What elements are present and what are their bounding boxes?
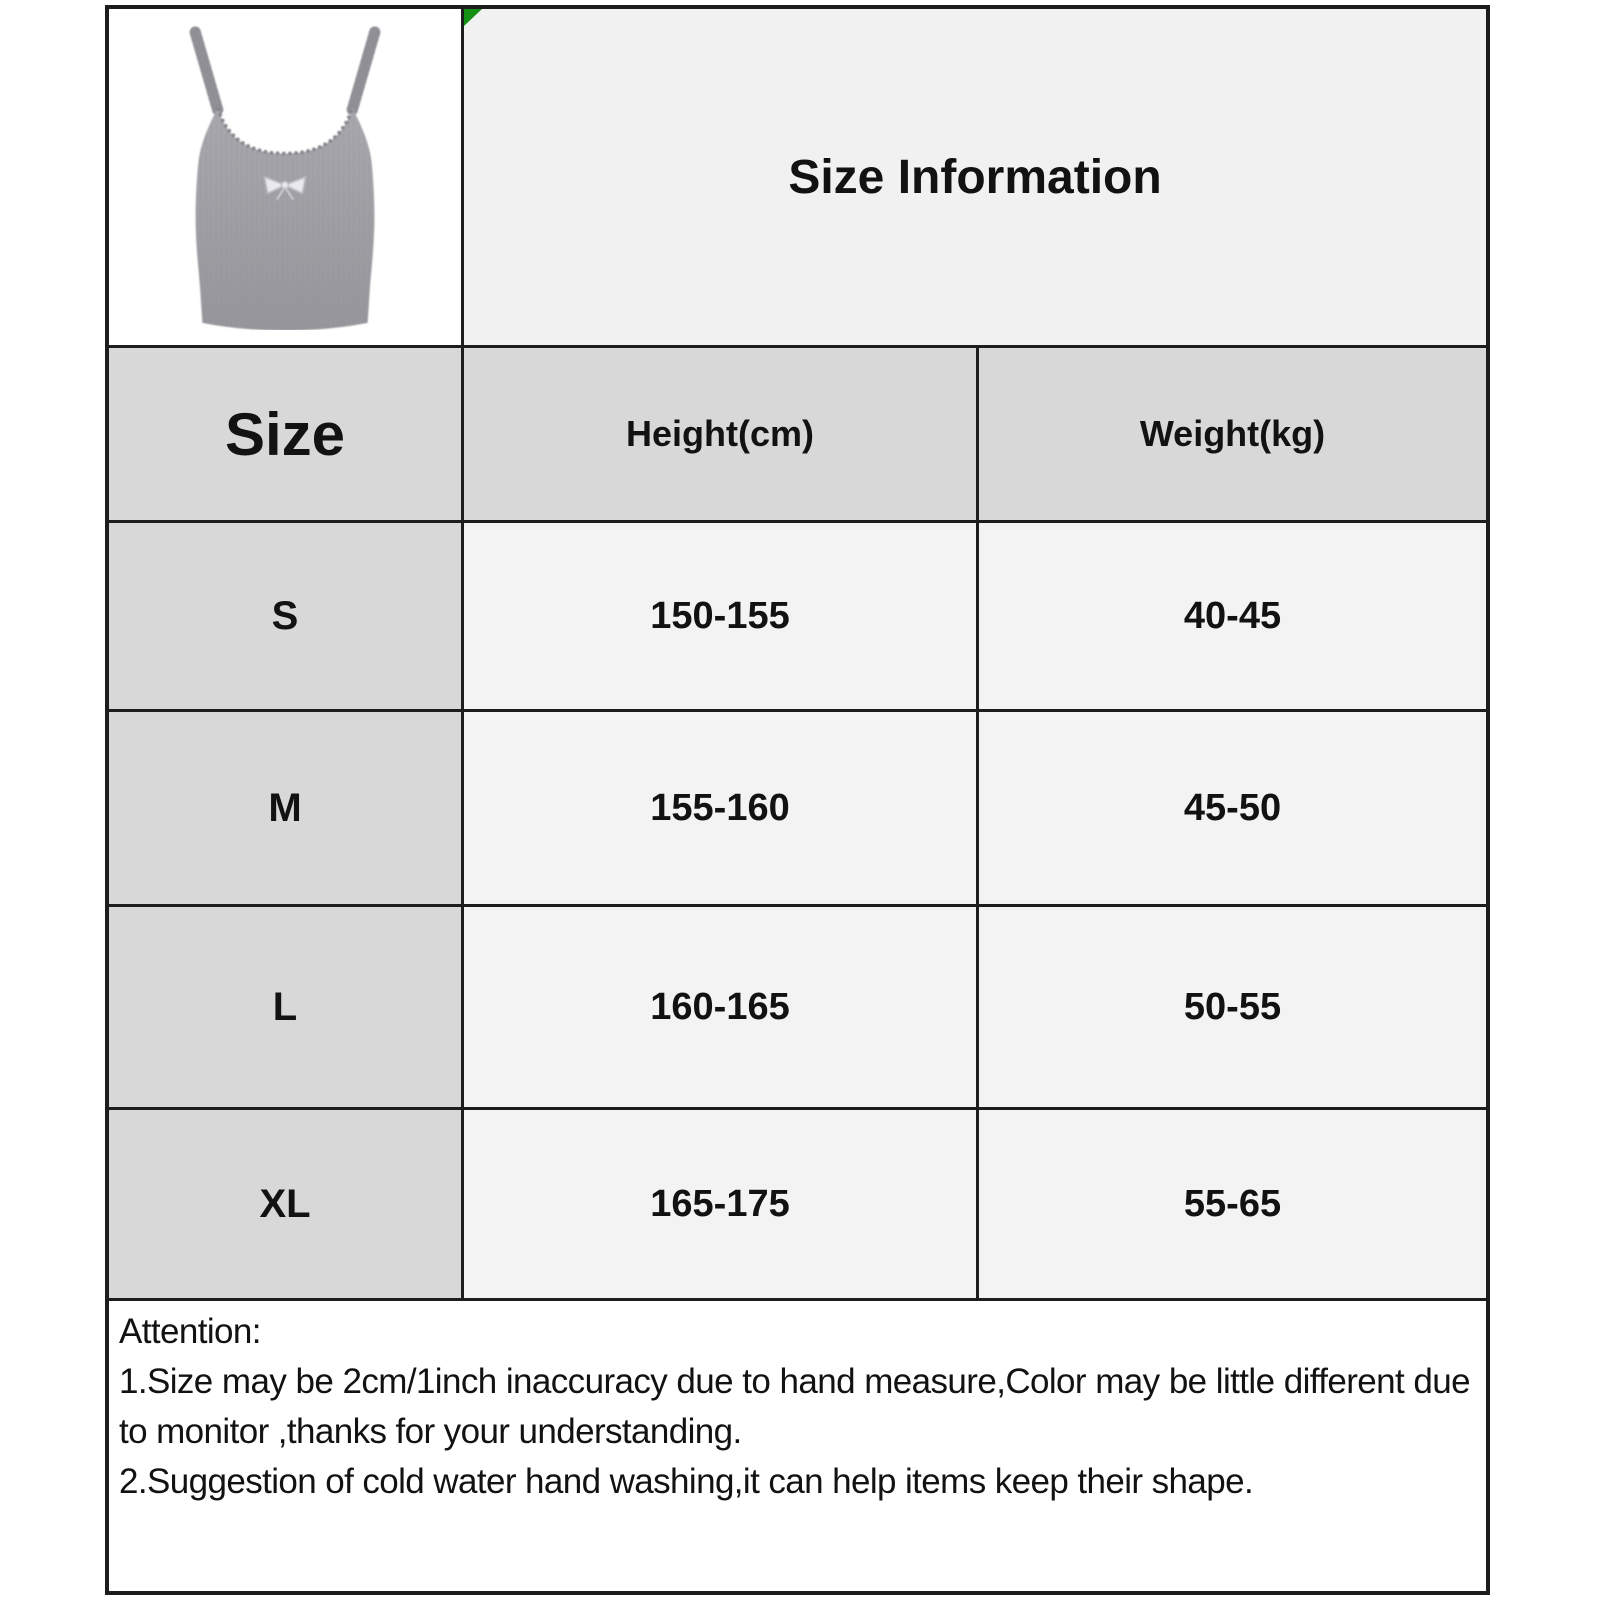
row-m-height-cell: 155-160 — [464, 712, 976, 904]
column-header-size: Size — [109, 348, 461, 520]
row-xl-weight-cell: 55-65 — [979, 1110, 1486, 1298]
row-xl-height-cell: 165-175 — [464, 1110, 976, 1298]
row-l-size-cell: L — [109, 907, 461, 1107]
page-title: Size Information — [788, 150, 1162, 204]
product-image-tank-top — [179, 24, 391, 330]
attention-title: Attention: — [119, 1312, 261, 1351]
attention-item-1: 1.Size may be 2cm/1inch inaccuracy due to hand measure,Color may be little different due to monitor ,thanks for your understanding. — [119, 1362, 1470, 1451]
row-s-height-cell: 150-155 — [464, 523, 976, 709]
column-header-weight: Weight(kg) — [979, 348, 1486, 520]
product-image-cell — [109, 9, 461, 345]
attention-note-block — [109, 1301, 1486, 1591]
row-l-weight-cell: 50-55 — [979, 907, 1486, 1107]
row-m-size-cell: M — [109, 712, 461, 904]
column-header-height: Height(cm) — [464, 348, 976, 520]
row-m-weight-cell: 45-50 — [979, 712, 1486, 904]
row-xl-size-cell: XL — [109, 1110, 461, 1298]
row-l-height-cell: 160-165 — [464, 907, 976, 1107]
row-s-size-cell: S — [109, 523, 461, 709]
attention-item-2: 2.Suggestion of cold water hand washing,it can help items keep their shape. — [119, 1462, 1254, 1501]
size-information-header-cell — [464, 9, 1486, 345]
row-s-weight-cell: 40-45 — [979, 523, 1486, 709]
green-corner-marker-icon — [464, 9, 482, 26]
size-chart-table — [105, 5, 1490, 1595]
